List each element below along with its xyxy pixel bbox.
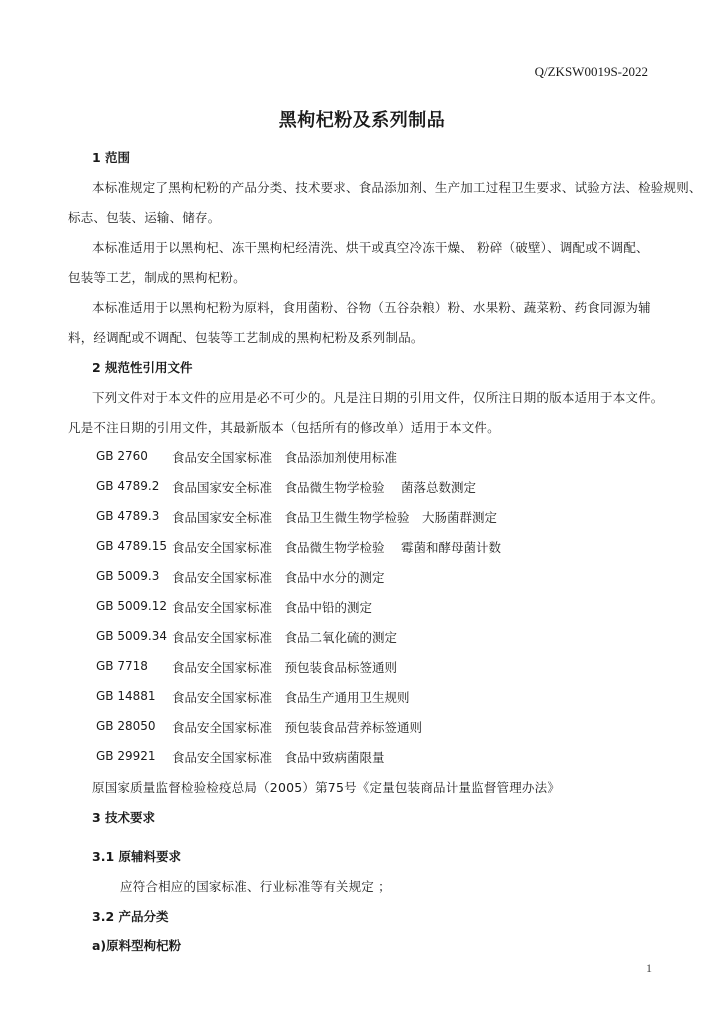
raw-material-requirement: 应符合相应的国家标准、行业标准等有关规定 ； [120, 879, 391, 894]
reference-code: GB 4789.3 [96, 509, 160, 523]
reference-code: GB 7718 [96, 659, 148, 673]
page-title: 黑枸杞粉及系列制品 [278, 110, 446, 131]
scope-paragraph-1-line-1: 本标准规定了黑枸杞粉的产品分类、技术要求、食品添加剂、生产加工过程卫生要求、试验方法、检验规则、 [92, 180, 702, 195]
scope-paragraph-2-line-1: 本标准适用于以黑枸杞、冻干黑枸杞经清洗、烘干或真空冷冻干燥、 粉碎（破壁）、调配或不调配、 [92, 240, 649, 255]
reference-title: 食品安全国家标准 食品添加剂使用标准 [172, 450, 398, 465]
reference-code: GB 29921 [96, 749, 156, 763]
reference-title: 食品国家安全标准 食品卫生微生物学检验 大肠菌群测定 [172, 510, 498, 525]
scope-paragraph-3-line-1: 本标准适用于以黑枸杞粉为原料，食用菌粉、谷物（五谷杂粮）粉、水果粉、蔬菜粉、药食同源为辅 [92, 300, 651, 315]
scope-paragraph-2-line-2: 包装等工艺，制成的黑枸杞粉。 [68, 270, 246, 285]
product-category-a: a)原料型枸杞粉 [92, 938, 182, 953]
reference-code: GB 5009.3 [96, 569, 160, 583]
scope-paragraph-1-line-2: 标志、包装、运输、储存。 [68, 210, 221, 225]
reference-code: GB 2760 [96, 449, 148, 463]
section-1-heading: 1 范围 [92, 150, 131, 165]
reference-code: GB 4789.2 [96, 479, 160, 493]
references-intro-line-1: 下列文件对于本文件的应用是必不可少的。凡是注日期的引用文件，仅所注日期的版本适用于本文件。 [92, 390, 664, 405]
reference-title: 食品安全国家标准 食品中致病菌限量 [172, 750, 385, 765]
reference-title: 食品安全国家标准 食品中水分的测定 [172, 570, 385, 585]
reference-title: 食品安全国家标准 食品中铅的测定 [172, 600, 373, 615]
reference-code: GB 5009.12 [96, 599, 167, 613]
reference-code: GB 28050 [96, 719, 156, 733]
reference-code: GB 5009.34 [96, 629, 167, 643]
section-2-heading: 2 规范性引用文件 [92, 360, 193, 375]
scope-paragraph-3-line-2: 料，经调配或不调配、包装等工艺制成的黑枸杞粉及系列制品。 [68, 330, 424, 345]
section-3-heading: 3 技术要求 [92, 810, 156, 825]
page-number: 1 [646, 961, 652, 975]
reference-title: 食品安全国家标准 预包装食品标签通则 [172, 660, 398, 675]
section-3-2-heading: 3.2 产品分类 [92, 909, 169, 924]
reference-title: 食品安全国家标准 食品二氧化硫的测定 [172, 630, 398, 645]
reference-title: 食品安全国家标准 食品生产通用卫生规则 [172, 690, 410, 705]
references-intro-line-2: 凡是不注日期的引用文件，其最新版本（包括所有的修改单）适用于本文件。 [68, 420, 500, 435]
reference-title: 食品国家安全标准 食品微生物学检验 菌落总数测定 [172, 480, 476, 495]
reference-title: 食品安全国家标准 预包装食品营养标签通则 [172, 720, 423, 735]
reference-code: GB 14881 [96, 689, 156, 703]
section-3-1-heading: 3.1 原辅料要求 [92, 849, 181, 864]
document-code: Q/ZKSW0019S-2022 [534, 64, 648, 79]
regulation-reference: 原国家质量监督检验检疫总局（2005）第75号《定量包装商品计量监督管理办法》 [92, 780, 561, 795]
reference-title: 食品安全国家标准 食品微生物学检验 霉菌和酵母菌计数 [172, 540, 501, 555]
reference-code: GB 4789.15 [96, 539, 167, 553]
